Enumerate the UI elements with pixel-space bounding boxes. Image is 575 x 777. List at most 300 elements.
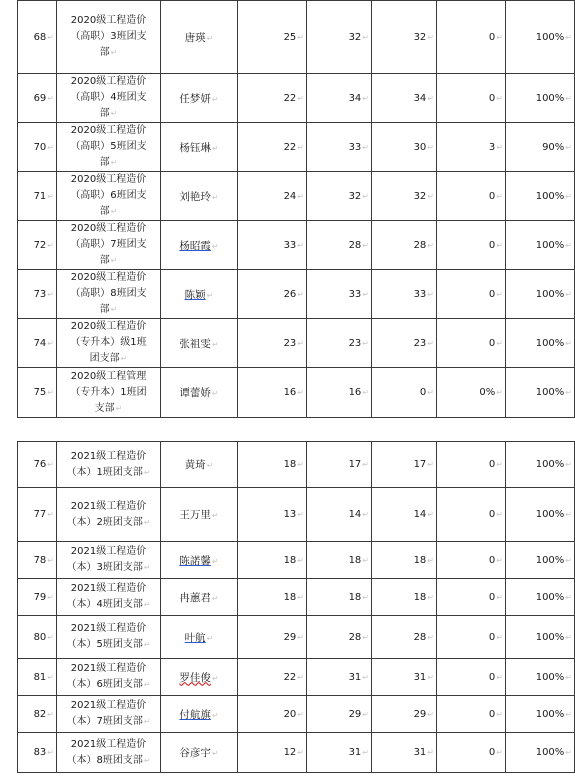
- row-number-text: 83: [33, 747, 47, 758]
- count-c-text: 34: [413, 92, 427, 104]
- branch-name-line: 2021级工程造价: [70, 500, 147, 512]
- return-mark: ↵: [427, 592, 434, 602]
- return-mark: ↵: [47, 93, 54, 103]
- table-row: [18, 319, 575, 368]
- return-mark: ↵: [427, 32, 434, 42]
- count-c: [372, 616, 437, 659]
- return-mark: ↵: [565, 510, 572, 519]
- percentage: [506, 1, 575, 74]
- row-number-text: 76: [33, 459, 47, 470]
- return-mark: ↵: [47, 32, 54, 42]
- branch-name-line: 2021级工程造价: [70, 450, 147, 462]
- percentage: [506, 579, 575, 616]
- branch-name: [57, 172, 161, 221]
- return-mark: ↵: [496, 748, 503, 757]
- return-mark: ↵: [496, 632, 503, 642]
- return-mark: ↵: [110, 305, 118, 314]
- return-mark: ↵: [427, 672, 434, 682]
- contact-name-text: 黄琦: [184, 459, 206, 471]
- return-mark: ↵: [206, 33, 214, 43]
- return-mark: ↵: [47, 748, 54, 757]
- branch-name: [57, 319, 161, 368]
- row-number-text: 82: [33, 708, 47, 720]
- count-a-text: 22: [283, 92, 297, 104]
- table-row: [18, 74, 575, 123]
- count-d-text: 0: [488, 31, 496, 43]
- contact-name: [161, 172, 238, 221]
- return-mark: ↵: [496, 555, 503, 565]
- branch-name: [57, 579, 161, 616]
- return-mark: ↵: [565, 672, 572, 682]
- return-mark: ↵: [206, 461, 214, 470]
- count-c-text: 32: [413, 190, 427, 202]
- branch-name-line: （高职）4班团支: [70, 92, 147, 103]
- return-mark: ↵: [362, 748, 369, 757]
- branch-name: [57, 616, 161, 659]
- return-mark: ↵: [427, 555, 434, 565]
- count-a-text: 24: [283, 190, 297, 202]
- return-mark: ↵: [565, 142, 572, 152]
- count-d-text: 0%: [479, 387, 496, 398]
- table-row: [18, 488, 575, 542]
- percentage: [506, 172, 575, 221]
- return-mark: ↵: [496, 338, 503, 348]
- return-mark: ↵: [427, 240, 434, 250]
- count-b: [307, 659, 372, 696]
- count-c: [372, 172, 437, 221]
- count-a-text: 23: [283, 337, 297, 349]
- return-mark: ↵: [297, 460, 304, 469]
- contact-name: [161, 579, 238, 616]
- return-mark: ↵: [362, 93, 369, 103]
- table-row: [18, 616, 575, 659]
- contact-name-text: 谷彦宇: [179, 747, 211, 759]
- count-d: [437, 1, 506, 74]
- return-mark: ↵: [427, 709, 434, 719]
- return-mark: ↵: [427, 93, 434, 103]
- contact-name-text: 刘艳玲: [179, 190, 211, 203]
- count-b: [307, 172, 372, 221]
- count-b: [307, 123, 372, 172]
- return-mark: ↵: [211, 241, 219, 251]
- return-mark: ↵: [496, 709, 503, 719]
- branch-name-line: （本）5班团支部↵: [66, 639, 151, 650]
- branch-name-line: （专升本）级1班: [70, 337, 147, 348]
- table-row: [18, 696, 575, 733]
- row-number-text: 72: [33, 239, 47, 251]
- count-b: [307, 319, 372, 368]
- branch-table-2021: [17, 441, 575, 773]
- return-mark: ↵: [565, 592, 572, 602]
- row-number: [18, 579, 57, 616]
- percentage: [506, 488, 575, 542]
- row-number: [18, 319, 57, 368]
- contact-name-text: 叶航: [184, 631, 206, 644]
- return-mark: ↵: [120, 354, 128, 363]
- return-mark: ↵: [47, 240, 54, 250]
- count-a-text: 18: [283, 554, 297, 566]
- count-d: [437, 579, 506, 616]
- branch-name-line: （专升本）1班团: [70, 386, 147, 398]
- branch-name-line: 2021级工程造价: [70, 663, 147, 674]
- branch-name: [57, 368, 161, 418]
- row-number: [18, 733, 57, 773]
- row-number-text: 69: [33, 92, 47, 104]
- count-d: [437, 172, 506, 221]
- contact-name-text: 谭蕾娇: [179, 387, 211, 399]
- count-b-text: 14: [348, 509, 362, 520]
- branch-name-line: （高职）7班团支: [70, 239, 147, 250]
- branch-name-line: （本）2班团支部↵: [66, 516, 151, 528]
- return-mark: ↵: [362, 388, 369, 397]
- return-mark: ↵: [362, 240, 369, 250]
- return-mark: ↵: [496, 289, 503, 299]
- return-mark: ↵: [211, 511, 219, 520]
- return-mark: ↵: [47, 460, 54, 469]
- count-a: [238, 488, 307, 542]
- branch-name-line: （本）7班团支部↵: [66, 716, 151, 727]
- return-mark: ↵: [427, 510, 434, 519]
- return-mark: ↵: [297, 240, 304, 250]
- count-b-text: 16: [348, 387, 362, 398]
- row-number: [18, 659, 57, 696]
- return-mark: ↵: [211, 143, 219, 153]
- contact-name-text: 杨钰琳: [179, 141, 211, 154]
- row-number: [18, 1, 57, 74]
- percentage: [506, 319, 575, 368]
- return-mark: ↵: [110, 109, 118, 118]
- return-mark: ↵: [47, 592, 54, 602]
- return-mark: ↵: [297, 338, 304, 348]
- count-a: [238, 696, 307, 733]
- count-a-text: 29: [283, 631, 297, 643]
- percentage: [506, 542, 575, 579]
- count-c: [372, 74, 437, 123]
- row-number: [18, 221, 57, 270]
- return-mark: ↵: [47, 672, 54, 682]
- return-mark: ↵: [496, 240, 503, 250]
- table-row: [18, 221, 575, 270]
- return-mark: ↵: [496, 510, 503, 519]
- return-mark: ↵: [206, 633, 214, 643]
- contact-name: [161, 733, 238, 773]
- contact-name: [161, 542, 238, 579]
- count-d: [437, 542, 506, 579]
- return-mark: ↵: [565, 240, 572, 250]
- count-c: [372, 659, 437, 696]
- branch-name-line: 2021级工程造价: [70, 546, 147, 557]
- count-d: [437, 659, 506, 696]
- count-d-text: 0: [488, 554, 496, 566]
- count-d-text: 0: [488, 288, 496, 300]
- return-mark: ↵: [297, 748, 304, 757]
- contact-name-text: 杨昭霞: [179, 239, 211, 252]
- contact-name: [161, 123, 238, 172]
- return-mark: ↵: [47, 191, 54, 201]
- count-a-text: 22: [283, 671, 297, 683]
- return-mark: ↵: [427, 632, 434, 642]
- return-mark: ↵: [47, 632, 54, 642]
- count-c-text: 18: [413, 554, 427, 566]
- count-d-text: 0: [488, 459, 496, 470]
- branch-name-line: （高职）5班团支: [70, 141, 147, 152]
- return-mark: ↵: [143, 680, 151, 689]
- branch-name: [57, 270, 161, 319]
- return-mark: ↵: [110, 158, 118, 167]
- count-c-text: 31: [413, 747, 427, 758]
- return-mark: ↵: [47, 510, 54, 519]
- branch-table-2020: [17, 0, 575, 418]
- percentage-text: 100%: [535, 747, 565, 758]
- row-number-text: 68: [33, 31, 47, 43]
- return-mark: ↵: [143, 717, 151, 726]
- count-c: [372, 319, 437, 368]
- row-number: [18, 74, 57, 123]
- return-mark: ↵: [565, 191, 572, 201]
- count-d: [437, 733, 506, 773]
- return-mark: ↵: [362, 460, 369, 469]
- row-number: [18, 616, 57, 659]
- contact-name-text: 任梦妍: [179, 92, 211, 105]
- return-mark: ↵: [427, 460, 434, 469]
- count-a: [238, 733, 307, 773]
- return-mark: ↵: [211, 593, 219, 603]
- branch-name-line: 2021级工程造价: [70, 583, 147, 594]
- branch-name-line: 部↵: [99, 255, 118, 266]
- percentage: [506, 123, 575, 172]
- branch-name-line: （高职）8班团支: [70, 288, 147, 299]
- row-number-text: 74: [33, 337, 47, 349]
- branch-name: [57, 221, 161, 270]
- return-mark: ↵: [297, 592, 304, 602]
- return-mark: ↵: [110, 48, 118, 57]
- return-mark: ↵: [297, 632, 304, 642]
- percentage: [506, 368, 575, 418]
- return-mark: ↵: [297, 142, 304, 152]
- return-mark: ↵: [143, 640, 151, 649]
- return-mark: ↵: [362, 592, 369, 602]
- count-c-text: 14: [413, 509, 427, 520]
- percentage-text: 100%: [535, 92, 565, 104]
- return-mark: ↵: [297, 32, 304, 42]
- count-a: [238, 616, 307, 659]
- branch-name-line: 2020级工程造价: [70, 125, 147, 136]
- count-c: [372, 123, 437, 172]
- table-row: [18, 579, 575, 616]
- return-mark: ↵: [565, 338, 572, 348]
- return-mark: ↵: [496, 93, 503, 103]
- count-d-text: 0: [488, 92, 496, 104]
- count-c: [372, 1, 437, 74]
- branch-name: [57, 488, 161, 542]
- count-a: [238, 319, 307, 368]
- percentage-text: 90%: [542, 141, 565, 153]
- table-row: [18, 123, 575, 172]
- return-mark: ↵: [110, 207, 118, 216]
- branch-name: [57, 442, 161, 488]
- row-number-text: 73: [33, 288, 47, 300]
- table-row: [18, 442, 575, 488]
- count-a: [238, 542, 307, 579]
- count-b-text: 29: [348, 708, 362, 720]
- return-mark: ↵: [47, 555, 54, 565]
- count-c-text: 30: [413, 141, 427, 153]
- count-b-text: 33: [348, 288, 362, 300]
- count-d: [437, 123, 506, 172]
- branch-name-line: 部↵: [99, 206, 118, 217]
- percentage-text: 100%: [535, 554, 565, 566]
- branch-name-line: （高职）6班团支: [70, 190, 147, 201]
- return-mark: ↵: [362, 709, 369, 719]
- count-b-text: 28: [348, 631, 362, 643]
- contact-name-text: 罗佳俊: [179, 671, 211, 684]
- return-mark: ↵: [211, 556, 219, 566]
- return-mark: ↵: [297, 289, 304, 299]
- return-mark: ↵: [565, 555, 572, 565]
- return-mark: ↵: [297, 510, 304, 519]
- count-c-text: 18: [413, 591, 427, 603]
- return-mark: ↵: [297, 388, 304, 397]
- table-row: [18, 1, 575, 74]
- percentage: [506, 270, 575, 319]
- count-c: [372, 696, 437, 733]
- count-c: [372, 270, 437, 319]
- branch-name-line: （本）6班团支部↵: [66, 679, 151, 690]
- count-a: [238, 123, 307, 172]
- return-mark: ↵: [211, 339, 219, 349]
- count-d: [437, 74, 506, 123]
- count-d-text: 0: [488, 708, 496, 720]
- return-mark: ↵: [496, 672, 503, 682]
- row-number-text: 81: [33, 671, 47, 683]
- count-d: [437, 270, 506, 319]
- return-mark: ↵: [496, 142, 503, 152]
- table-row: [18, 542, 575, 579]
- branch-name-line: 2020级工程造价: [70, 15, 147, 26]
- return-mark: ↵: [297, 93, 304, 103]
- percentage-text: 100%: [535, 459, 565, 470]
- count-b-text: 32: [348, 31, 362, 43]
- return-mark: ↵: [427, 748, 434, 757]
- count-d-text: 0: [488, 591, 496, 603]
- count-b: [307, 616, 372, 659]
- table-row: [18, 733, 575, 773]
- row-number: [18, 442, 57, 488]
- count-d: [437, 488, 506, 542]
- count-b-text: 18: [348, 591, 362, 603]
- return-mark: ↵: [565, 93, 572, 103]
- count-b: [307, 696, 372, 733]
- return-mark: ↵: [47, 338, 54, 348]
- return-mark: ↵: [565, 748, 572, 757]
- count-c: [372, 368, 437, 418]
- count-d-text: 3: [488, 141, 496, 153]
- branch-name-line: 2021级工程造价: [70, 738, 147, 750]
- count-b-text: 34: [348, 92, 362, 104]
- row-number-text: 79: [33, 591, 47, 603]
- percentage-text: 100%: [535, 190, 565, 202]
- return-mark: ↵: [427, 191, 434, 201]
- percentage-text: 100%: [535, 708, 565, 720]
- percentage: [506, 221, 575, 270]
- return-mark: ↵: [297, 709, 304, 719]
- return-mark: ↵: [47, 142, 54, 152]
- return-mark: ↵: [143, 517, 151, 527]
- return-mark: ↵: [496, 592, 503, 602]
- percentage-text: 100%: [535, 671, 565, 683]
- count-c: [372, 542, 437, 579]
- return-mark: ↵: [427, 338, 434, 348]
- count-a-text: 13: [283, 509, 297, 520]
- return-mark: ↵: [565, 709, 572, 719]
- return-mark: ↵: [496, 191, 503, 201]
- branch-name: [57, 123, 161, 172]
- contact-name: [161, 488, 238, 542]
- return-mark: ↵: [115, 403, 123, 413]
- return-mark: ↵: [565, 632, 572, 642]
- return-mark: ↵: [211, 94, 219, 104]
- return-mark: ↵: [211, 673, 219, 683]
- return-mark: ↵: [110, 256, 118, 265]
- row-number-text: 78: [33, 554, 47, 566]
- count-b-text: 32: [348, 190, 362, 202]
- count-d-text: 0: [488, 671, 496, 683]
- return-mark: ↵: [362, 289, 369, 299]
- branch-name: [57, 733, 161, 773]
- percentage: [506, 616, 575, 659]
- return-mark: ↵: [362, 338, 369, 348]
- percentage-text: 100%: [535, 631, 565, 643]
- count-b-text: 23: [348, 337, 362, 349]
- row-number: [18, 542, 57, 579]
- contact-name: [161, 221, 238, 270]
- return-mark: ↵: [565, 289, 572, 299]
- return-mark: ↵: [143, 467, 151, 477]
- count-c-text: 28: [413, 631, 427, 643]
- branch-name: [57, 1, 161, 74]
- count-c: [372, 579, 437, 616]
- branch-name-line: （本）3班团支部↵: [66, 562, 151, 573]
- count-b-text: 31: [348, 671, 362, 683]
- count-c: [372, 442, 437, 488]
- contact-name: [161, 74, 238, 123]
- contact-name: [161, 368, 238, 418]
- contact-name: [161, 270, 238, 319]
- branch-name-line: 部↵: [99, 47, 118, 58]
- return-mark: ↵: [143, 600, 151, 609]
- return-mark: ↵: [47, 709, 54, 719]
- branch-name-line: 2020级工程造价: [70, 76, 147, 87]
- count-c: [372, 221, 437, 270]
- count-a: [238, 442, 307, 488]
- count-a: [238, 659, 307, 696]
- count-d: [437, 616, 506, 659]
- count-d-text: 0: [488, 509, 496, 520]
- count-a-text: 18: [283, 591, 297, 603]
- branch-name-line: 部↵: [99, 157, 118, 168]
- branch-name-line: （高职）3班团支: [70, 31, 147, 42]
- count-c-text: 31: [413, 671, 427, 683]
- count-a: [238, 579, 307, 616]
- table-row: [18, 659, 575, 696]
- contact-name: [161, 696, 238, 733]
- count-b: [307, 368, 372, 418]
- contact-name: [161, 1, 238, 74]
- branch-name-line: 2020级工程造价: [70, 321, 147, 332]
- count-b-text: 17: [348, 459, 362, 470]
- count-b: [307, 1, 372, 74]
- return-mark: ↵: [297, 672, 304, 682]
